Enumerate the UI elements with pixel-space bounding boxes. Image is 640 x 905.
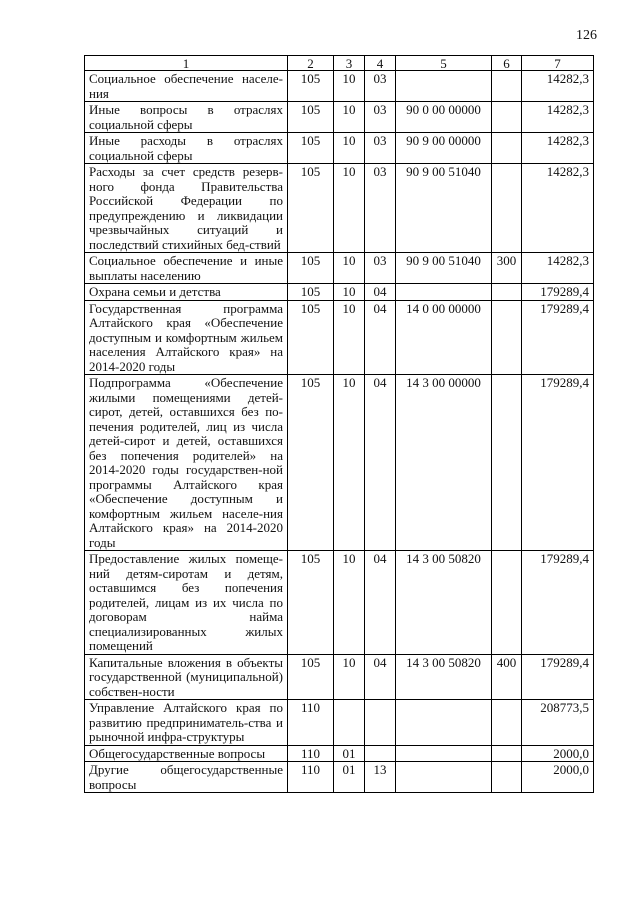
- row-csr: [396, 71, 492, 102]
- row-name: Иные расходы в отраслях социальной сферы: [85, 133, 288, 164]
- row-rz: 10: [334, 164, 365, 253]
- row-ved: 105: [288, 253, 334, 284]
- row-vr: [492, 700, 522, 746]
- row-vr: [492, 745, 522, 762]
- table-row: [85, 253, 594, 284]
- row-name: Подпрограмма «Обеспечение жилыми помещениями детей-сирот, детей, оставшихся без по-печения родителей, лиц из числа детей-сирот и детей, оставшихся без попечения родителей» на 2014-2020 годы государствен-ной программы Алтайского края «Обеспечение доступным и комфортным жильем населе-ния Алтайского края» на 2014-2020 годы: [85, 375, 288, 551]
- row-pr: 03: [365, 253, 396, 284]
- row-name: Социальное обеспечение и иные выплаты населению: [85, 253, 288, 284]
- table-row: [85, 284, 594, 301]
- row-ved: 105: [288, 375, 334, 551]
- table-row: [85, 133, 594, 164]
- row-sum: 2000,0: [522, 762, 594, 793]
- row-csr: 14 3 00 50820: [396, 551, 492, 655]
- header-col-4: 4: [365, 56, 396, 71]
- row-name: Предоставление жилых помеще-ний детям-сиротам и детям, оставшимся без попечения родителей, лицам из их числа по договорам найма специализированных жилых помещений: [85, 551, 288, 655]
- row-ved: 105: [288, 71, 334, 102]
- row-vr: [492, 102, 522, 133]
- row-pr: 03: [365, 133, 396, 164]
- row-sum: 14282,3: [522, 164, 594, 253]
- row-rz: 10: [334, 71, 365, 102]
- row-rz: 10: [334, 300, 365, 375]
- row-ved: 110: [288, 700, 334, 746]
- row-name: Иные вопросы в отраслях социальной сферы: [85, 102, 288, 133]
- row-csr: [396, 700, 492, 746]
- row-name: Общегосударственные вопросы: [85, 745, 288, 762]
- row-pr: 13: [365, 762, 396, 793]
- row-pr: 04: [365, 654, 396, 700]
- row-pr: 04: [365, 375, 396, 551]
- row-vr: [492, 300, 522, 375]
- row-csr: [396, 745, 492, 762]
- row-vr: 400: [492, 654, 522, 700]
- header-col-6: 6: [492, 56, 522, 71]
- table-row: [85, 700, 594, 746]
- table-row: [85, 654, 594, 700]
- row-pr: [365, 745, 396, 762]
- row-ved: 110: [288, 745, 334, 762]
- row-csr: 90 9 00 51040: [396, 253, 492, 284]
- row-ved: 105: [288, 133, 334, 164]
- row-ved: 105: [288, 654, 334, 700]
- row-vr: [492, 762, 522, 793]
- table-row: [85, 71, 594, 102]
- row-sum: 14282,3: [522, 71, 594, 102]
- row-csr: 90 9 00 00000: [396, 133, 492, 164]
- table-row: [85, 745, 594, 762]
- row-vr: [492, 164, 522, 253]
- row-vr: [492, 284, 522, 301]
- row-rz: 10: [334, 284, 365, 301]
- row-vr: [492, 551, 522, 655]
- row-sum: 14282,3: [522, 133, 594, 164]
- row-pr: [365, 700, 396, 746]
- row-csr: 90 0 00 00000: [396, 102, 492, 133]
- header-col-1: 1: [85, 56, 288, 71]
- row-name: Другие общегосударственные вопросы: [85, 762, 288, 793]
- row-pr: 03: [365, 71, 396, 102]
- row-sum: 179289,4: [522, 300, 594, 375]
- row-vr: [492, 71, 522, 102]
- table-row: [85, 300, 594, 375]
- row-sum: 179289,4: [522, 654, 594, 700]
- row-ved: 105: [288, 300, 334, 375]
- row-name: Социальное обеспечение населе-ния: [85, 71, 288, 102]
- row-ved: 105: [288, 284, 334, 301]
- header-col-2: 2: [288, 56, 334, 71]
- row-sum: 179289,4: [522, 375, 594, 551]
- row-name: Управление Алтайского края по развитию предприниматель-ства и рыночной инфра-структуры: [85, 700, 288, 746]
- row-rz: 10: [334, 102, 365, 133]
- table-row: [85, 164, 594, 253]
- row-pr: 04: [365, 284, 396, 301]
- row-csr: 14 0 00 00000: [396, 300, 492, 375]
- row-sum: 14282,3: [522, 102, 594, 133]
- row-sum: 179289,4: [522, 284, 594, 301]
- row-vr: 300: [492, 253, 522, 284]
- header-col-5: 5: [396, 56, 492, 71]
- table-row: [85, 551, 594, 655]
- row-ved: 105: [288, 102, 334, 133]
- row-pr: 04: [365, 300, 396, 375]
- row-pr: 03: [365, 102, 396, 133]
- row-sum: 208773,5: [522, 700, 594, 746]
- header-col-7: 7: [522, 56, 594, 71]
- row-rz: 10: [334, 375, 365, 551]
- budget-table: [84, 55, 594, 793]
- row-pr: 04: [365, 551, 396, 655]
- row-rz: 10: [334, 654, 365, 700]
- row-rz: 10: [334, 551, 365, 655]
- row-csr: 14 3 00 50820: [396, 654, 492, 700]
- row-rz: 01: [334, 745, 365, 762]
- table-row: [85, 102, 594, 133]
- row-rz: 01: [334, 762, 365, 793]
- row-ved: 105: [288, 164, 334, 253]
- header-col-3: 3: [334, 56, 365, 71]
- row-rz: [334, 700, 365, 746]
- row-sum: 14282,3: [522, 253, 594, 284]
- row-ved: 110: [288, 762, 334, 793]
- row-csr: [396, 284, 492, 301]
- row-rz: 10: [334, 253, 365, 284]
- row-csr: [396, 762, 492, 793]
- row-name: Капитальные вложения в объекты государственной (муниципальной) собствен-ности: [85, 654, 288, 700]
- row-vr: [492, 133, 522, 164]
- table-row: [85, 375, 594, 551]
- row-csr: 90 9 00 51040: [396, 164, 492, 253]
- row-name: Государственная программа Алтайского края «Обеспечение доступным и комфортным жильем населения Алтайского края» на 2014-2020 годы: [85, 300, 288, 375]
- row-ved: 105: [288, 551, 334, 655]
- row-pr: 03: [365, 164, 396, 253]
- row-name: Охрана семьи и детства: [85, 284, 288, 301]
- row-rz: 10: [334, 133, 365, 164]
- row-csr: 14 3 00 00000: [396, 375, 492, 551]
- row-sum: 2000,0: [522, 745, 594, 762]
- header-row: [85, 56, 594, 71]
- row-name: Расходы за счет средств резерв-ного фонда Правительства Российской Федерации по предупреждению и ликвидации чрезвычайных ситуаций и последствий стихийных бед-ствий: [85, 164, 288, 253]
- row-sum: 179289,4: [522, 551, 594, 655]
- page-number: 126: [576, 28, 597, 43]
- table-row: [85, 762, 594, 793]
- row-vr: [492, 375, 522, 551]
